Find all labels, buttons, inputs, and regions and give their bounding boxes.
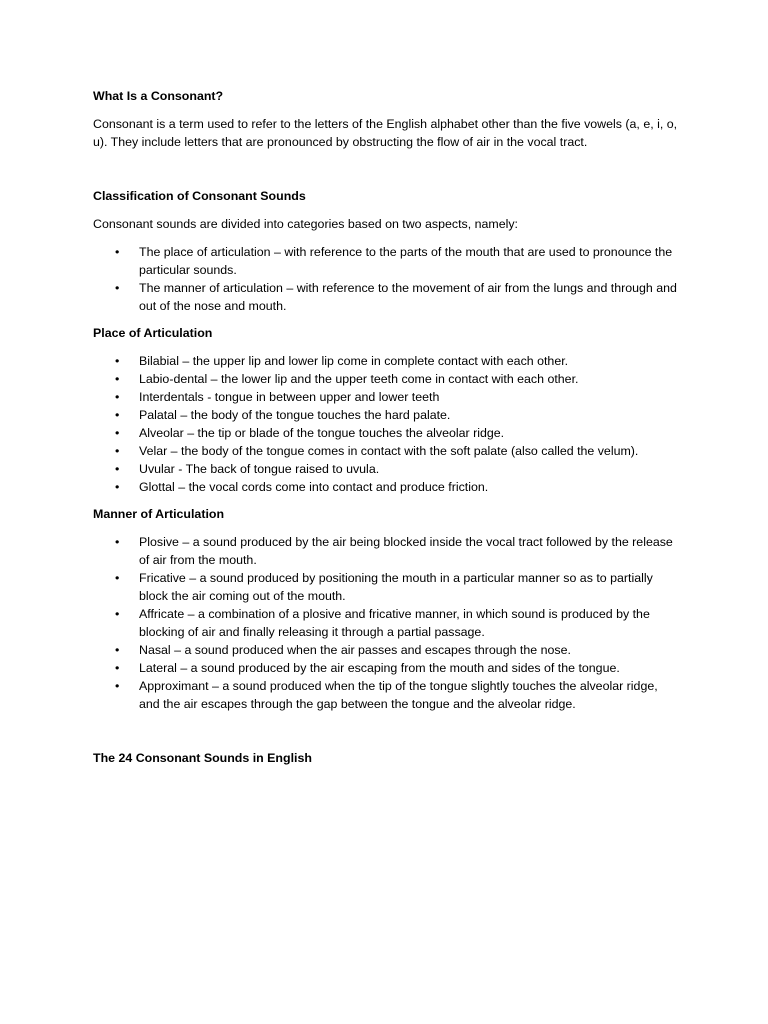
list-item: • Affricate – a combination of a plosive and fricative manner, in which sound is produced by the blocking of air and finally releasing it through a partial passage.	[115, 607, 650, 639]
list-item: • Approximant – a sound produced when the tip of the tongue slightly touches the alveolar ridge, and the air escapes through the gap between the tongue and the alveolar ridge.	[115, 679, 658, 711]
heading-manner-of-articulation: Manner of Articulation	[93, 507, 225, 521]
bullet-icon: •	[115, 571, 120, 585]
bullet-icon: •	[115, 462, 120, 476]
heading-what-is-a-consonant: What Is a Consonant?	[93, 89, 224, 103]
heading-place-of-articulation: Place of Articulation	[93, 326, 213, 340]
list-item: • The place of articulation – with reference to the parts of the mouth that are used to pronounce the particular sounds.	[115, 245, 673, 277]
list-item: • Alveolar – the tip or blade of the tongue touches the alveolar ridge.	[115, 426, 505, 440]
list-item: • Nasal – a sound produced when the air passes and escapes through the nose.	[115, 643, 571, 657]
list-place-of-articulation	[93, 352, 678, 496]
bullet-icon: •	[115, 679, 120, 693]
list-item: • Plosive – a sound produced by the air being blocked inside the vocal tract followed by the release of air from the mouth.	[115, 535, 673, 567]
heading-classification: Classification of Consonant Sounds	[93, 189, 306, 203]
list-item: • Lateral – a sound produced by the air escaping from the mouth and sides of the tongue.	[115, 661, 620, 675]
bullet-icon: •	[115, 354, 120, 368]
bullet-icon: •	[115, 245, 120, 259]
list-item: • The manner of articulation – with reference to the movement of air from the lungs and through and out of the nose and mouth.	[115, 281, 677, 313]
bullet-icon: •	[115, 535, 120, 549]
list-item: • Glottal – the vocal cords come into contact and produce friction.	[115, 480, 489, 494]
list-item: • Bilabial – the upper lip and lower lip come in complete contact with each other.	[115, 354, 569, 368]
paragraph-classification-intro: Consonant sounds are divided into categories based on two aspects, namely:	[93, 217, 518, 231]
list-item: • Palatal – the body of the tongue touches the hard palate.	[115, 408, 451, 422]
list-classification	[93, 243, 678, 315]
bullet-icon: •	[115, 390, 120, 404]
bullet-icon: •	[115, 281, 120, 295]
list-item: • Fricative – a sound produced by positioning the mouth in a particular manner so as to partially block the air coming out of the mouth.	[115, 571, 653, 603]
bullet-icon: •	[115, 408, 120, 422]
list-manner-of-articulation	[93, 533, 678, 713]
bullet-icon: •	[115, 480, 120, 494]
bullet-icon: •	[115, 607, 120, 621]
bullet-icon: •	[115, 444, 120, 458]
heading-24-consonant-sounds: The 24 Consonant Sounds in English	[93, 751, 312, 765]
list-item: • Interdentals - tongue in between upper and lower teeth	[115, 390, 440, 404]
bullet-icon: •	[115, 643, 120, 657]
bullet-icon: •	[115, 661, 120, 675]
bullet-icon: •	[115, 426, 120, 440]
list-item: • Labio-dental – the lower lip and the upper teeth come in contact with each other.	[115, 372, 579, 386]
list-item: • Velar – the body of the tongue comes in contact with the soft palate (also called the velum).	[115, 444, 639, 458]
list-item: • Uvular - The back of tongue raised to uvula.	[115, 462, 380, 476]
paragraph-consonant-definition: Consonant is a term used to refer to the letters of the English alphabet other than the five vowels (a, e, i, o, u). They include letters that are pronounced by obstructing the flow of air in the vocal tract.	[93, 117, 678, 149]
bullet-icon: •	[115, 372, 120, 386]
